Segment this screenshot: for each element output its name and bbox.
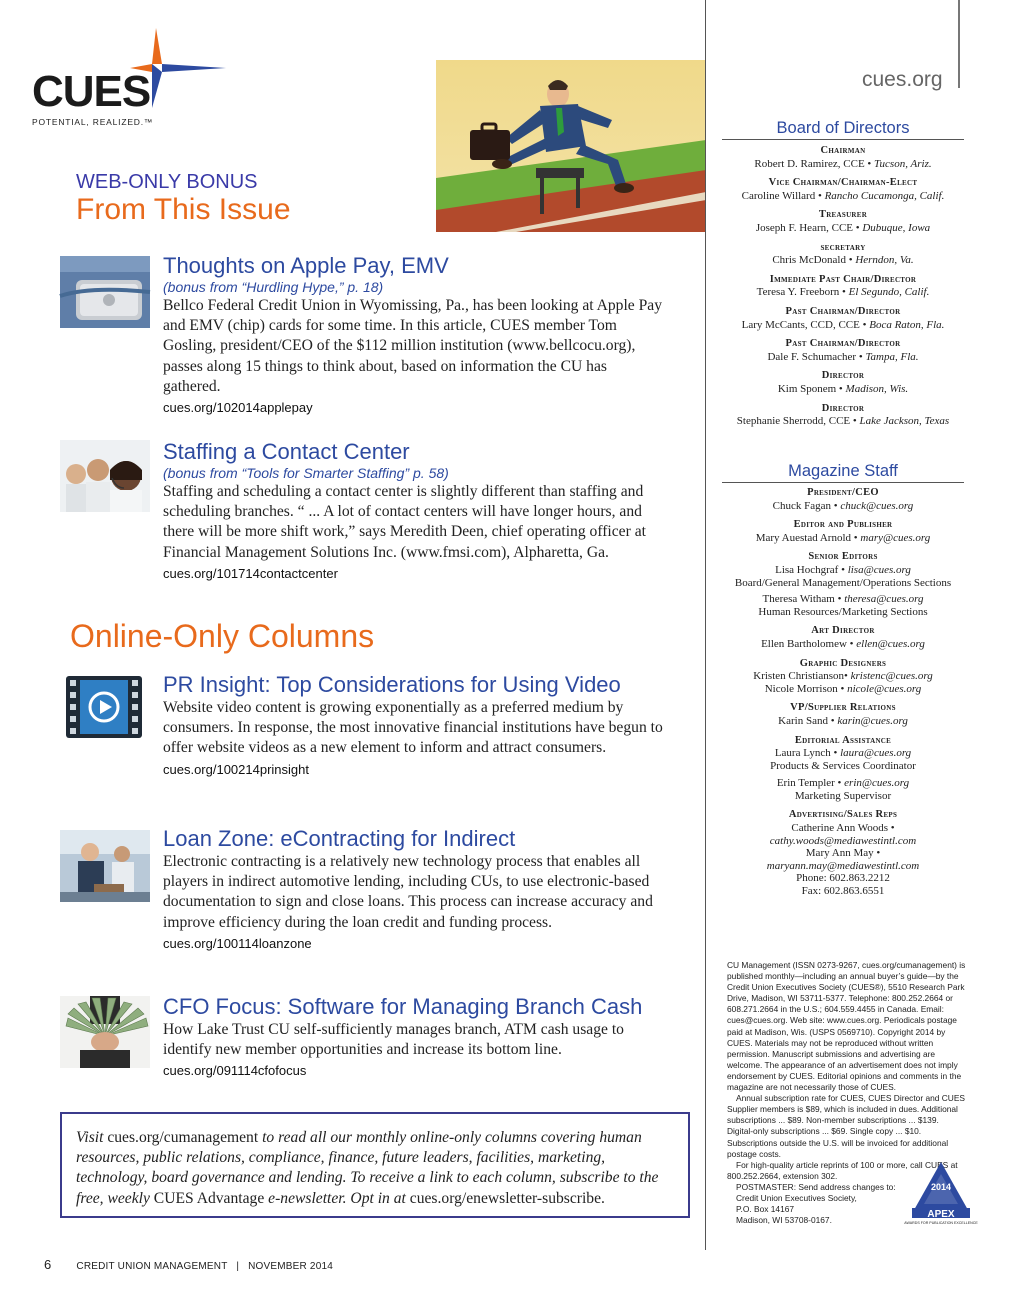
hurdler-illustration	[436, 60, 706, 232]
article-apple-pay	[163, 253, 663, 417]
staff-senior-editors: Senior Editors Lisa Hochgraf • lisa@cues.org Board/General Management/Operations Sections Theresa Witham • theresa@cues.org Human Resources/Marketing Sections	[734, 551, 952, 618]
apple-pay-thumbnail	[60, 256, 150, 328]
column-link[interactable]: cues.org/100114loanzone	[163, 935, 312, 951]
visit-text: Visit	[76, 1129, 104, 1146]
column-link[interactable]: cues.org/100214prinsight	[163, 761, 309, 777]
bonus-kicker: WEB-ONLY BONUS	[76, 171, 258, 193]
staff-president: President/CEO Chuck Fagan • chuck@cues.org	[772, 487, 914, 512]
page-footer	[44, 1257, 333, 1272]
column-title[interactable]: PR Insight: Top Considerations for Using Video	[163, 672, 621, 697]
staff-heading: Magazine Staff	[722, 461, 964, 483]
article-title[interactable]: Thoughts on Apple Pay, EMV	[163, 253, 449, 278]
email-link[interactable]: theresa@cues.org	[844, 593, 924, 606]
board-member: secretary Chris McDonald • Herndon, Va.	[772, 241, 914, 267]
column-body: How Lake Trust CU self-sufficiently manages branch, ATM cash usage to identify new member opportunities and increase its bottom line.	[163, 1021, 624, 1059]
column-pr-insight	[163, 672, 663, 779]
column-cfo-focus	[163, 994, 663, 1080]
article-title[interactable]: Staffing a Contact Center	[163, 439, 410, 464]
column-title[interactable]: Loan Zone: eContracting for Indirect	[163, 826, 516, 851]
email-link[interactable]: maryann.may@mediawestintl.com	[766, 859, 920, 872]
email-link[interactable]: kristenc@cues.org	[850, 670, 933, 683]
footer-separator: |	[236, 1261, 240, 1272]
site-url[interactable]: cues.org	[862, 68, 943, 91]
colophon-address: Credit Union Executives Society,	[736, 1192, 857, 1203]
column-loan-zone	[163, 826, 663, 953]
board-member: Vice Chairman/Chairman-Elect Caroline Willard • Rancho Cucamonga, Calif.	[741, 177, 945, 202]
email-link[interactable]: nicole@cues.org	[847, 682, 922, 695]
loan-zone-thumbnail	[60, 830, 150, 902]
board-member: Chairman Robert D. Ramirez, CCE • Tucson, Ariz.	[754, 145, 932, 170]
colophon-reprints: For high-quality article reprints of 100 or more, call CUES at 800.252.2664, extension 302.	[727, 1159, 958, 1181]
apex-subtitle: AWARDS FOR PUBLICATION EXCELLENCE	[904, 1221, 978, 1225]
article-link[interactable]: cues.org/101714contactcenter	[163, 565, 338, 581]
staff-list	[722, 487, 964, 905]
apex-year: 2014	[930, 1182, 952, 1192]
email-link[interactable]: lisa@cues.org	[847, 563, 911, 576]
article-link[interactable]: cues.org/102014applepay	[163, 400, 313, 416]
colophon-publication: CU Management (ISSN 0273-9267, cues.org/cumanagement) is published monthly—including an annual buyer’s guide—by the Credit Union Executives Society (CUES®), 5510 Research Park Drive, Madison, WI 53711-5377. Telephone: 800.252.2664 or 608.271.2664 in the U.S.; 604.559.4455 in Canada. Email: cues@cues.org. Web site: www.cues.org. Periodicals postage paid at Madison, Wis. (USPS 0569710). Copyright 2014 by CUES. Materials may not be reproduced without written permission. Manuscript submissions and advertising are welcome. The appearance of an advertisement does not imply endorsement by CUES. Editorial opinions and comments in the magazine are not necessarily those of CUES.	[727, 960, 966, 1093]
staff-graphic-designers: Graphic Designers Kristen Christianson• kristenc@cues.org Nicole Morrison • nicole@cues.org	[753, 657, 933, 695]
cues-logo[interactable]	[30, 28, 210, 128]
issue-date: NOVEMBER 2014	[248, 1261, 333, 1272]
column-body: Website video content is growing exponentially as a preferred medium by consumers. In response, the most innovative financial institutions have begun to offer website videos as a new element to inform and attract consumers.	[163, 699, 663, 757]
email-link[interactable]: laura@cues.org	[840, 747, 912, 760]
column-divider	[705, 0, 706, 1250]
staff-editorial-assistance: Editorial Assistance Laura Lynch • laura@cues.org Products & Services Coordinator Erin Templer • erin@cues.org Marketing Supervisor	[770, 734, 916, 802]
column-body: Electronic contracting is a relatively new technology process that enables all players in indirect automotive lending, including CUs, to use electronic-based documentation to sign and close loans. This process can increase accuracy and improve efficiency during the loan credit and funding process.	[163, 853, 653, 931]
logo-tagline: POTENTIAL, REALIZED.™	[32, 117, 154, 127]
visit-link-cumanagement[interactable]: cues.org/cumanagement	[107, 1129, 259, 1146]
board-list	[722, 145, 964, 435]
board-member: Treasurer Joseph F. Hearn, CCE • Dubuque, Iowa	[755, 209, 931, 234]
article-body: Bellco Federal Credit Union in Wyomissing, Pa., has been looking at Apple Pay and EMV (chip) cards for some time. In this article, CUES member Tom Gosling, president/CEO of the $112 million institution (www.bellcocu.org), passes along 15 things to think about, based on information the CU has gathered.	[163, 297, 663, 395]
board-member: Immediate Past Chair/Director Teresa Y. Freeborn • El Segundo, Calif.	[756, 273, 930, 299]
bonus-title: From This Issue	[76, 193, 291, 226]
visit-newsletter-name: CUES Advantage	[153, 1189, 265, 1207]
visit-callout-box	[60, 1112, 690, 1218]
board-member: Past Chairman/Director Lary McCants, CCD, CCE • Boca Raton, Fla.	[741, 305, 945, 331]
colophon-address: P.O. Box 14167	[736, 1204, 795, 1215]
board-member: Director Kim Sponem • Madison, Wis.	[777, 370, 909, 395]
publication-name: CREDIT UNION MANAGEMENT	[76, 1261, 228, 1272]
colophon-address: Madison, WI 53708-0167.	[736, 1215, 832, 1226]
staff-vp: VP/Supplier Relations Karin Sand • karin@cues.org	[778, 702, 908, 727]
colophon-postmaster: POSTMASTER: Send address changes to:	[736, 1181, 896, 1192]
apex-award-badge	[904, 1160, 978, 1226]
article-bonus-note: (bonus from “Tools for Smarter Staffing” p. 58)	[163, 465, 449, 481]
colophon-subscription: Annual subscription rate for CUES, CUES Director and CUES Supplier members is $89, which is included in dues. Additional subscriptions ... $89. Non-member subscriptions ... $139. Digital-only subscriptions ... $69. Single copy ... $10. Subscriptions outside the U.S. will be invoiced for additional postage costs.	[727, 1093, 966, 1159]
staff-art-director: Art Director Ellen Bartholomew • ellen@cues.org	[761, 625, 925, 650]
visit-text: to read all our monthly online-only columns covering human resources, public relations, compliance, finance, future leaders, facilities, marketing, technology, board governance and lending. To receive a link to each column, subscribe to the free, weekly	[76, 1129, 659, 1207]
email-link[interactable]: erin@cues.org	[844, 777, 910, 790]
email-link[interactable]: mary@cues.org	[860, 531, 931, 544]
article-body: Staffing and scheduling a contact center is slightly different than staffing and scheduling branches. “ ... A lot of contact centers will have longer hours, and there will be more shift work,” says Meredith Deen, chief operating officer at Financial Management Solutions Inc. (www.fmsi.com), Alpharetta, Ga.	[163, 483, 646, 561]
email-link[interactable]: karin@cues.org	[837, 714, 908, 727]
column-link[interactable]: cues.org/091114cfofocus	[163, 1063, 307, 1079]
cfo-cash-thumbnail	[60, 996, 150, 1068]
visit-link-subscribe[interactable]: cues.org/enewsletter-subscribe.	[409, 1189, 605, 1207]
staff-editor: Editor and Publisher Mary Auestad Arnold • mary@cues.org	[755, 519, 931, 544]
page-number: 6	[44, 1257, 52, 1272]
contact-center-thumbnail	[60, 440, 150, 512]
board-member: Director Stephanie Sherrodd, CCE • Lake Jackson, Texas	[736, 402, 950, 428]
staff-advertising: Advertising/Sales Reps Catherine Ann Woods • cathy.woods@mediawestintl.com Mary Ann May • maryann.may@mediawestintl.com Phone: 602.863.2212 Fax: 602.863.6551	[722, 809, 964, 897]
visit-text: e-newsletter. Opt in at	[268, 1189, 406, 1207]
board-heading: Board of Directors	[722, 118, 964, 140]
email-link[interactable]: ellen@cues.org	[856, 637, 925, 650]
column-title[interactable]: CFO Focus: Software for Managing Branch Cash	[163, 994, 643, 1019]
apex-name: APEX	[927, 1209, 955, 1220]
online-columns-title: Online-Only Columns	[70, 618, 375, 654]
article-contact-center	[163, 439, 663, 583]
logo-wordmark: CUES	[32, 67, 151, 116]
email-link[interactable]: chuck@cues.org	[840, 499, 914, 512]
top-rule	[958, 0, 960, 88]
email-link[interactable]: cathy.woods@mediawestintl.com	[769, 834, 917, 847]
board-member: Past Chairman/Director Dale F. Schumacher • Tampa, Fla.	[767, 338, 919, 363]
article-bonus-note: (bonus from “Hurdling Hype,” p. 18)	[163, 279, 384, 295]
video-film-icon	[66, 676, 142, 738]
